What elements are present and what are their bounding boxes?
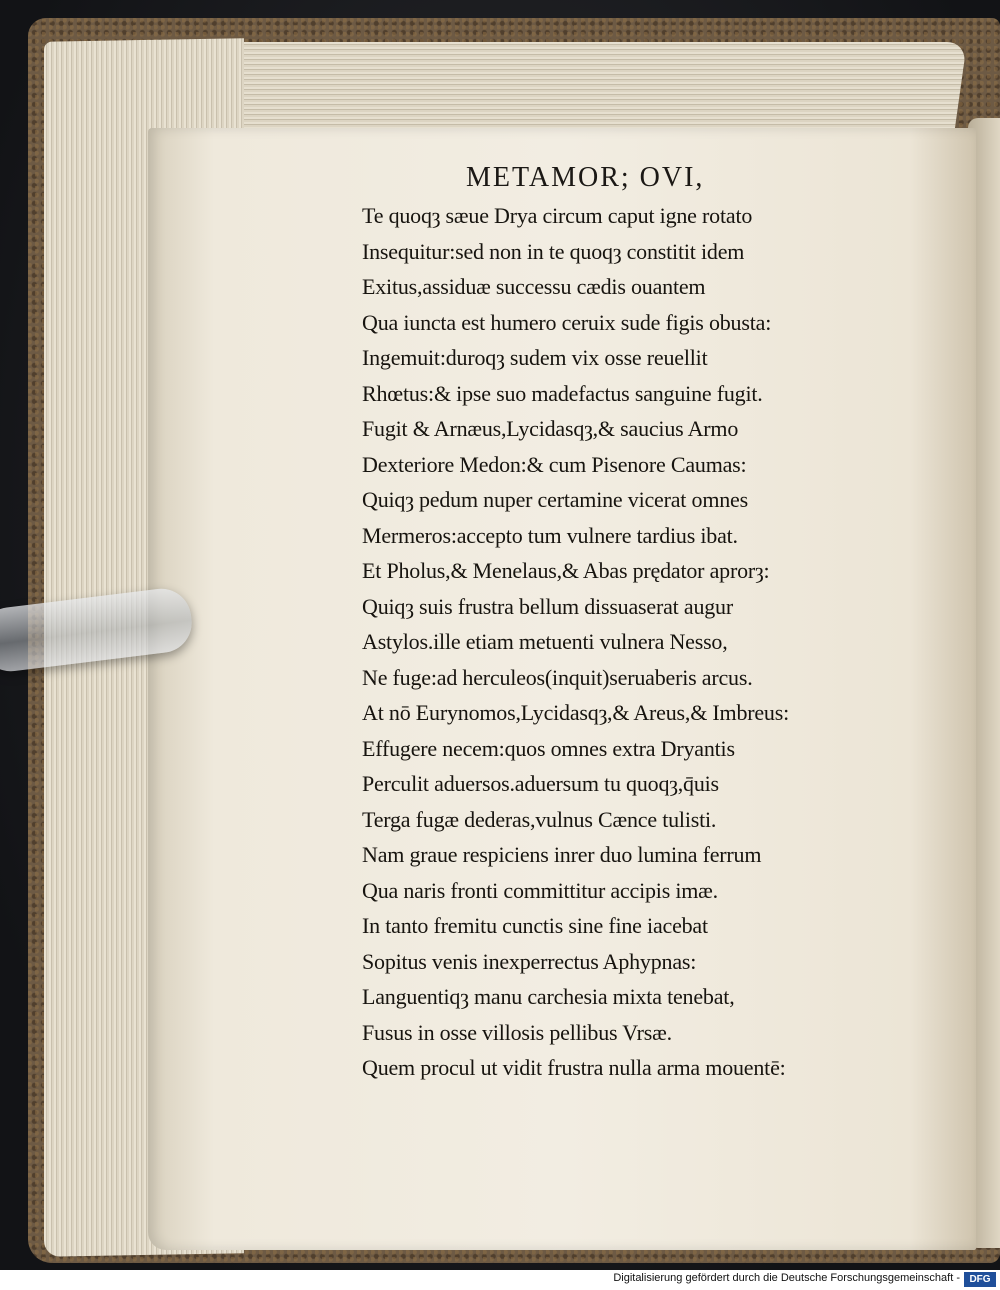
verse-line: Nam graue respiciens inrer duo lumina ferrum [362,842,762,867]
verse-line: Effugere necem:quos omnes extra Dryantis [362,735,735,761]
verse-line: Perculit aduersos.aduersum tu quoqȝ,q̄uis [362,771,719,796]
verse-line: Exitus,assiduæ successu cædis ouantem [362,274,706,299]
verse-line: Sopitus venis inexperrectus Aphypnas: [362,948,697,974]
verse-line: Astylos.ille etiam metuenti vulnera Nesso, [362,629,728,654]
verse-line: Qua naris fronti committitur accipis imæ. [362,877,718,903]
verse-line: Mermeros:accepto tum vulnere tardius ibat. [362,522,738,548]
verse-line: Et Pholus,& Menelaus,& Abas prędator aprorȝ: [362,558,770,583]
verse-line: Insequitur:sed non in te quoqȝ constitit idem [362,238,745,264]
verse-line: Ingemuit:duroqȝ sudem vix osse reuellit [362,345,708,370]
dfg-logo-icon: DFG [964,1272,996,1287]
verse-line: Qua iuncta est humero ceruix sude figis obusta: [362,309,772,335]
funding-credit: Digitalisierung gefördert durch die Deutsche Forschungsgemeinschaft - [613,1272,960,1284]
verse-line: Te quoqȝ sæue Drya circum caput igne rotato [362,203,753,228]
verse-line: At nō Eurynomos,Lycidasqȝ,& Areus,& Imbreus: [362,700,790,725]
verse-line: Quem procul ut vidit frustra nulla arma mouentē: [362,1055,786,1080]
verse-line: In tanto fremitu cunctis sine fine iacebat [362,913,708,938]
verse-text [362,198,862,1086]
verse-line: Dexteriore Medon:& cum Pisenore Caumas: [362,451,747,477]
verse-line: Fugit & Arnæus,Lycidasqȝ,& saucius Armo [362,416,739,441]
verse-line: Rhœtus:& ipse suo madefactus sanguine fugit. [362,380,763,406]
running-head: METAMOR; OVI, [466,162,705,193]
verse-line: Ne fuge:ad herculeos(inquit)seruaberis arcus. [362,664,753,690]
verse-line: Languentiqȝ manu carchesia mixta tenebat, [362,984,735,1009]
verse-line: Quiqȝ suis frustra bellum dissuaserat augur [362,593,733,619]
verse-line: Fusus in osse villosis pellibus Vrsæ. [362,1019,672,1045]
verse-line: Terga fugæ dederas,vulnus Cænce tulisti. [362,806,717,832]
verse-line: Quiqȝ pedum nuper certamine vicerat omnes [362,487,748,512]
